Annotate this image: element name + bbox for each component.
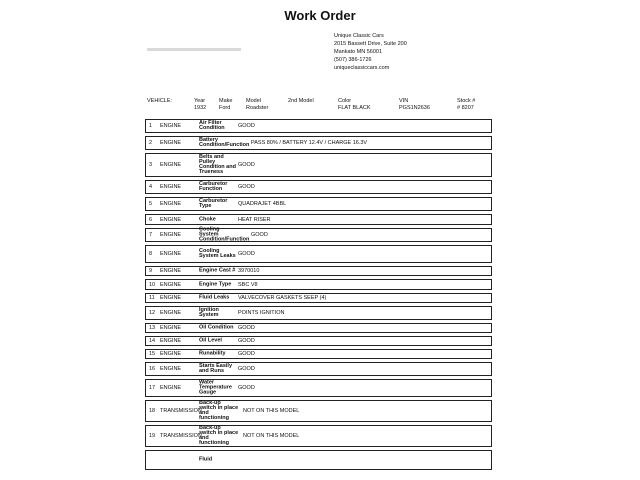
row-item: Cooling System Leaks: [199, 248, 236, 259]
row-number: 15: [149, 351, 156, 357]
vehicle-model: [246, 98, 268, 112]
table-row: [145, 197, 492, 211]
row-number: 17: [149, 385, 156, 391]
row-value: HEAT RISER: [238, 216, 271, 223]
row-item: Oil Level: [199, 337, 222, 344]
vehicle-color-label: Color: [338, 98, 352, 104]
vehicle-model-label: Model: [246, 98, 261, 104]
row-system: ENGINE: [160, 123, 182, 129]
row-item: Starts Easily and Runs: [199, 363, 233, 374]
row-number: 14: [149, 338, 156, 344]
row-item: Air Filter Condition: [199, 120, 225, 131]
row-number: 1: [149, 123, 153, 129]
table-row: [145, 293, 492, 303]
row-system: ENGINE: [160, 366, 182, 372]
row-item: Engine Type: [199, 281, 232, 287]
row-system: ENGINE: [160, 295, 182, 301]
row-system: ENGINE: [160, 251, 182, 257]
row-system: ENGINE: [160, 310, 182, 316]
row-system: ENGINE: [160, 338, 182, 344]
table-row: [145, 323, 492, 333]
row-value: GOOD: [238, 338, 255, 344]
row-system: ENGINE: [160, 281, 182, 288]
vehicle-year-value: 1932: [194, 105, 207, 111]
vehicle-year: [194, 98, 206, 112]
row-system: ENGINE: [160, 216, 182, 223]
vehicle-vin: [399, 98, 430, 112]
row-number: 19: [149, 433, 156, 439]
row-item: Carburetor Function: [199, 181, 228, 192]
row-value: GOOD: [238, 366, 255, 372]
vehicle-color: [338, 98, 371, 112]
dealer-phone: (507) 386-1726: [334, 57, 372, 63]
table-row: [145, 400, 492, 422]
row-item: Engine Cast #: [199, 267, 236, 274]
row-system: ENGINE: [160, 184, 182, 190]
row-item: Belts and Pulley Condition and Trueness: [199, 154, 236, 175]
table-row: [145, 349, 492, 359]
dealer-info: [334, 32, 407, 72]
vehicle-stock: [457, 98, 475, 112]
table-row: [145, 136, 492, 150]
page-title: Work Order: [284, 8, 356, 23]
table-row: [145, 379, 492, 397]
row-number: 18: [149, 408, 156, 414]
row-item: Runability: [199, 350, 226, 357]
row-number: 3: [149, 162, 153, 168]
row-system: ENGINE: [160, 351, 182, 357]
row-value: SBC V8: [238, 281, 258, 288]
row-item: Battery Condition/Function: [199, 137, 250, 148]
row-value: GOOD: [238, 184, 255, 190]
table-row: [145, 336, 492, 346]
row-item: Carburetor Type: [199, 198, 228, 209]
row-item: Cooling System Condition/Function: [199, 226, 250, 243]
row-item: Choke: [199, 216, 216, 222]
row-system: TRANSMISSION: [160, 433, 202, 439]
row-value: GOOD: [251, 232, 268, 238]
row-value: PASS 80% / BATTERY 12.4V / CHARGE 16.3V: [251, 140, 368, 146]
vehicle-model-value: Roadster: [246, 105, 269, 111]
row-number: 12: [149, 310, 156, 316]
table-row: [145, 119, 492, 133]
vehicle-stock-label: Stock #: [457, 98, 476, 104]
vehicle-make: [219, 98, 232, 112]
dealer-name: Unique Classic Cars: [334, 33, 384, 39]
table-row: [145, 425, 492, 447]
table-row: [145, 245, 492, 263]
row-item: Ignition System: [199, 307, 219, 318]
table-row: [145, 279, 492, 290]
row-number: 2: [149, 140, 153, 146]
row-system: ENGINE: [160, 162, 182, 168]
row-item: Back-up switch in place and functioning: [199, 425, 239, 446]
table-row: [145, 214, 492, 225]
table-row: [145, 266, 492, 276]
vehicle-model2: [288, 98, 314, 105]
row-number: 4: [149, 184, 153, 190]
table-row: [145, 180, 492, 194]
row-system: ENGINE: [160, 385, 182, 391]
row-number: 8: [149, 251, 153, 257]
row-number: 11: [149, 295, 155, 301]
row-item: Fluid: [199, 456, 213, 463]
row-number: 10: [149, 281, 156, 288]
row-value: QUADRAJET 4BBL: [238, 201, 287, 207]
row-value: NOT ON THIS MODEL: [243, 433, 300, 439]
table-row: [145, 362, 492, 376]
row-number: 16: [149, 366, 156, 372]
row-system: ENGINE: [160, 140, 182, 146]
dealer-city: Mankato MN 56001: [334, 49, 382, 55]
row-value: GOOD: [238, 162, 255, 168]
row-system: ENGINE: [160, 232, 182, 238]
table-row: [145, 450, 492, 470]
table-row: [145, 153, 492, 177]
row-value: GOOD: [238, 385, 255, 391]
row-number: 7: [149, 232, 153, 238]
row-system: ENGINE: [160, 268, 182, 274]
row-item: Fluid Leaks: [199, 294, 230, 301]
row-value: GOOD: [238, 351, 255, 357]
vehicle-stock-value: # 8207: [457, 105, 474, 111]
dealer-address: 2015 Bassett Drive, Suite 200: [334, 41, 407, 47]
row-value: GOOD: [238, 251, 255, 257]
row-value: 3970010: [238, 268, 260, 274]
row-number: 13: [149, 325, 156, 331]
vehicle-make-value: Ford: [219, 105, 231, 111]
vehicle-year-label: Year: [194, 98, 206, 104]
row-value: GOOD: [238, 325, 255, 331]
vehicle-model2-label: 2nd Model: [288, 98, 314, 104]
row-number: 5: [149, 201, 153, 207]
row-system: ENGINE: [160, 201, 182, 207]
row-item: Water Temperature Gauge: [199, 379, 232, 396]
vehicle-color-value: FLAT BLACK: [338, 105, 371, 111]
row-number: 6: [149, 216, 153, 223]
row-value: POINTS IGNITION: [238, 310, 285, 316]
row-value: NOT ON THIS MODEL: [243, 408, 300, 414]
row-value: GOOD: [238, 123, 255, 129]
row-number: 9: [149, 268, 153, 274]
table-row: [145, 228, 492, 242]
row-item: Oil Condition: [199, 324, 234, 331]
vehicle-label: VEHICLE:: [147, 98, 173, 104]
inspection-table: [145, 119, 492, 473]
row-system: ENGINE: [160, 325, 182, 331]
dealer-website: uniqueclassiccars.com: [334, 65, 390, 71]
vehicle-vin-label: VIN: [399, 98, 409, 104]
vehicle-make-label: Make: [219, 98, 233, 104]
vehicle-vin-value: PGS1N2636: [399, 105, 430, 111]
row-system: TRANSMISSION: [160, 408, 202, 414]
row-item: Back-up switch in place and functioning: [199, 400, 239, 421]
row-value: VALVECOVER GASKETS SEEP (4): [238, 295, 327, 301]
table-row: [145, 306, 492, 320]
dealer-logo-placeholder: [147, 48, 241, 51]
